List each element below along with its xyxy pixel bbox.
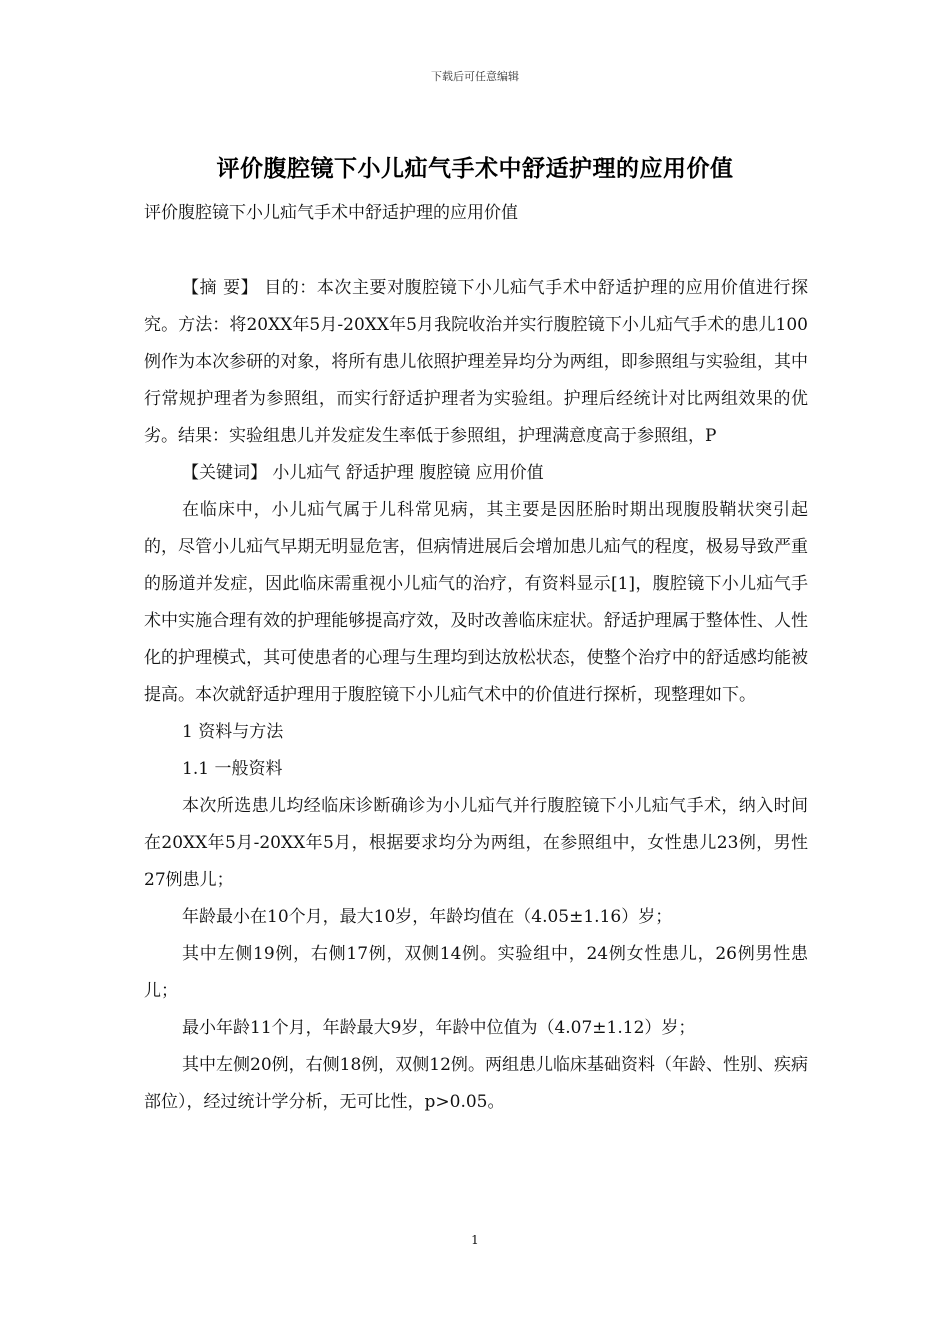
document-title: 评价腹腔镜下小儿疝气手术中舒适护理的应用价值 xyxy=(216,156,734,182)
general-paragraph: 其中左侧19例，右侧17例，双侧14例。实验组中，24例女性患儿，26例男性患儿； xyxy=(144,944,808,1001)
header-note: 下载后可任意编辑 xyxy=(431,70,519,83)
keywords-paragraph xyxy=(144,455,808,492)
section-heading-1-1: 1.1 一般资料 xyxy=(182,759,283,779)
document-subtitle: 评价腹腔镜下小儿疝气手术中舒适护理的应用价值 xyxy=(144,203,518,223)
abstract-text: 目的：本次主要对腹腔镜下小儿疝气手术中舒适护理的应用价值进行探究。方法：将20XX年5月-20XX年5月我院收治并实行腹腔镜下小儿疝气手术的患儿100例作为本次参研的对象，将所有患儿依照护理差异均分为两组，即参照组与实验组，其中行常规护理者为参照组，而实行舒适护理者为实验组。护理后经统计对比两组效果的优劣。结果：实验组患儿并发症发生率低于参照组，护理满意度高于参照组，P xyxy=(144,278,809,446)
general-paragraph: 其中左侧20例，右侧18例，双侧12例。两组患儿临床基础资料（年龄、性别、疾病部位），经过统计学分析，无可比性，p>0.05。 xyxy=(144,1055,808,1112)
page-number: 1 xyxy=(471,1233,479,1247)
abstract-label: 【摘 要】 xyxy=(182,278,259,298)
general-paragraph: 最小年龄11个月，年龄最大9岁，年龄中位值为（4.07±1.12）岁； xyxy=(182,1018,696,1038)
keywords-text: 小儿疝气 舒适护理 腹腔镜 应用价值 xyxy=(272,463,544,483)
general-paragraph: 年龄最小在10个月，最大10岁，年龄均值在（4.05±1.16）岁； xyxy=(182,907,673,927)
keywords-label: 【关键词】 xyxy=(182,463,267,483)
section-heading-1: 1 资料与方法 xyxy=(182,722,284,742)
abstract-paragraph xyxy=(144,270,808,455)
document-body xyxy=(144,270,808,1121)
general-paragraph: 本次所选患儿均经临床诊断确诊为小儿疝气并行腹腔镜下小儿疝气手术，纳入时间在20XX年5月-20XX年5月，根据要求均分为两组，在参照组中，女性患儿23例，男性27例患儿； xyxy=(144,796,808,890)
intro-paragraph: 在临床中，小儿疝气属于儿科常见病，其主要是因胚胎时期出现腹股鞘状突引起的，尽管小儿疝气早期无明显危害，但病情进展后会增加患儿疝气的程度，极易导致严重的肠道并发症，因此临床需重视小儿疝气的治疗，有资料显示[1]，腹腔镜下小儿疝气手术中实施合理有效的护理能够提高疗效，及时改善临床症状。舒适护理属于整体性、人性化的护理模式，其可使患者的心理与生理均到达放松状态，使整个治疗中的舒适感均能被提高。本次就舒适护理用于腹腔镜下小儿疝气术中的价值进行探析，现整理如下。 xyxy=(144,500,808,705)
